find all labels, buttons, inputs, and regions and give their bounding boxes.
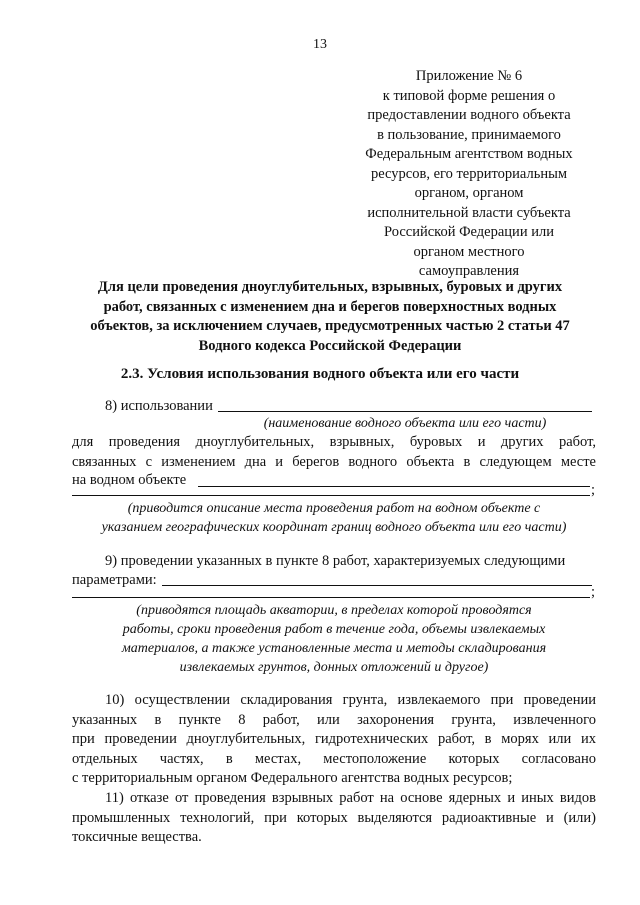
annex-line: исполнительной власти субъекта (367, 204, 571, 221)
annex-header (360, 67, 578, 282)
paragraph-line: токсичные вещества. (72, 829, 202, 845)
heading-line: Для цели проведения дноуглубительных, взрывных, буровых и других (97, 279, 563, 295)
hint-line: (приводятся площадь акватории, в пределах которой проводятся (136, 603, 532, 618)
hint-line: (приводится описание места проведения работ на водном объекте с (127, 501, 541, 516)
hint-line: материалов, а также установленные места и методы складирования (121, 641, 547, 656)
hint-line: работы, сроки проведения работ в течение года, объемы извлекаемых (122, 622, 546, 637)
annex-line: органом, органом (414, 185, 524, 201)
annex-line: ресурсов, его территориальным (371, 165, 567, 182)
paragraph-line: при проведении дноуглубительных, гидротехнических работ, в морях или их (72, 731, 596, 747)
paragraph-line: 11) отказе от проведения взрывных работ на основе ядерных и иных видов (105, 790, 596, 806)
page-number: 13 (313, 37, 327, 52)
item9-text-line: 9) проведении указанных в пункте 8 работ, характеризуемых следующими (105, 553, 566, 569)
paragraph-line: промышленных технологий, при которых выделяются радиоактивные и (или) (72, 809, 596, 826)
item8-place-field-2[interactable] (72, 495, 590, 496)
item9-params-field-2[interactable] (72, 597, 590, 598)
item8-text (72, 433, 596, 472)
item8-field-hint: (наименование водного объекта или его части) (263, 416, 547, 431)
item8-text-line: для проведения дноуглубительных, взрывных, буровых и других работ, (72, 434, 596, 450)
paragraph-line: отдельных частях, в местах, местоположение которых согласовано (72, 750, 596, 767)
hint-line: указанием географических координат границ водного объекта или его части) (101, 520, 567, 535)
item9-label: параметрами: (72, 572, 157, 588)
paragraph-line: с территориальным органом Федерального агентства водных ресурсов; (72, 770, 513, 786)
annex-line: самоуправления (418, 263, 520, 279)
paragraph-line: 10) осуществлении складирования грунта, извлекаемого при проведении (105, 692, 596, 708)
item8-water-body-field[interactable] (218, 411, 592, 412)
heading-line: Водного кодекса Российской Федерации (198, 337, 462, 354)
item8-text-line: связанных с изменением дна и берегов водного объекта в следующем месте (72, 453, 596, 470)
document-heading (70, 278, 590, 356)
heading-line: работ, связанных с изменением дна и берегов поверхностных водных (103, 298, 557, 315)
item9-params-field[interactable] (162, 585, 592, 586)
annex-line: органом местного (413, 243, 525, 260)
annex-line: Российской Федерации или (384, 224, 554, 240)
annex-line: к типовой форме решения о (382, 87, 556, 104)
paragraph-line: указанных в пункте 8 работ, или захоронения грунта, извлеченного (72, 711, 596, 728)
item8-place-hint (72, 499, 596, 537)
item8-place-label: на водном объекте (72, 472, 187, 488)
item8-place-field[interactable] (198, 486, 590, 487)
annex-line: предоставлении водного объекта (367, 107, 571, 123)
item9-text (105, 552, 596, 572)
annex-line: Федеральным агентством водных (365, 146, 573, 162)
item11-paragraph (72, 789, 596, 848)
item8-label: 8) использовании (105, 398, 213, 414)
annex-line: в пользование, принимаемого (377, 126, 561, 143)
item10-paragraph (72, 691, 596, 789)
section-title: 2.3. Условия использования водного объекта или его части (120, 366, 520, 382)
hint-line: извлекаемых грунтов, донных отложений и другое) (179, 660, 489, 675)
item8-end-mark: ; (591, 482, 596, 498)
item9-hint (72, 601, 596, 677)
item9-end-mark: ; (591, 584, 596, 600)
annex-line: Приложение № 6 (415, 68, 523, 84)
heading-line: объектов, за исключением случаев, предусмотренных частью 2 статьи 47 (90, 318, 570, 334)
